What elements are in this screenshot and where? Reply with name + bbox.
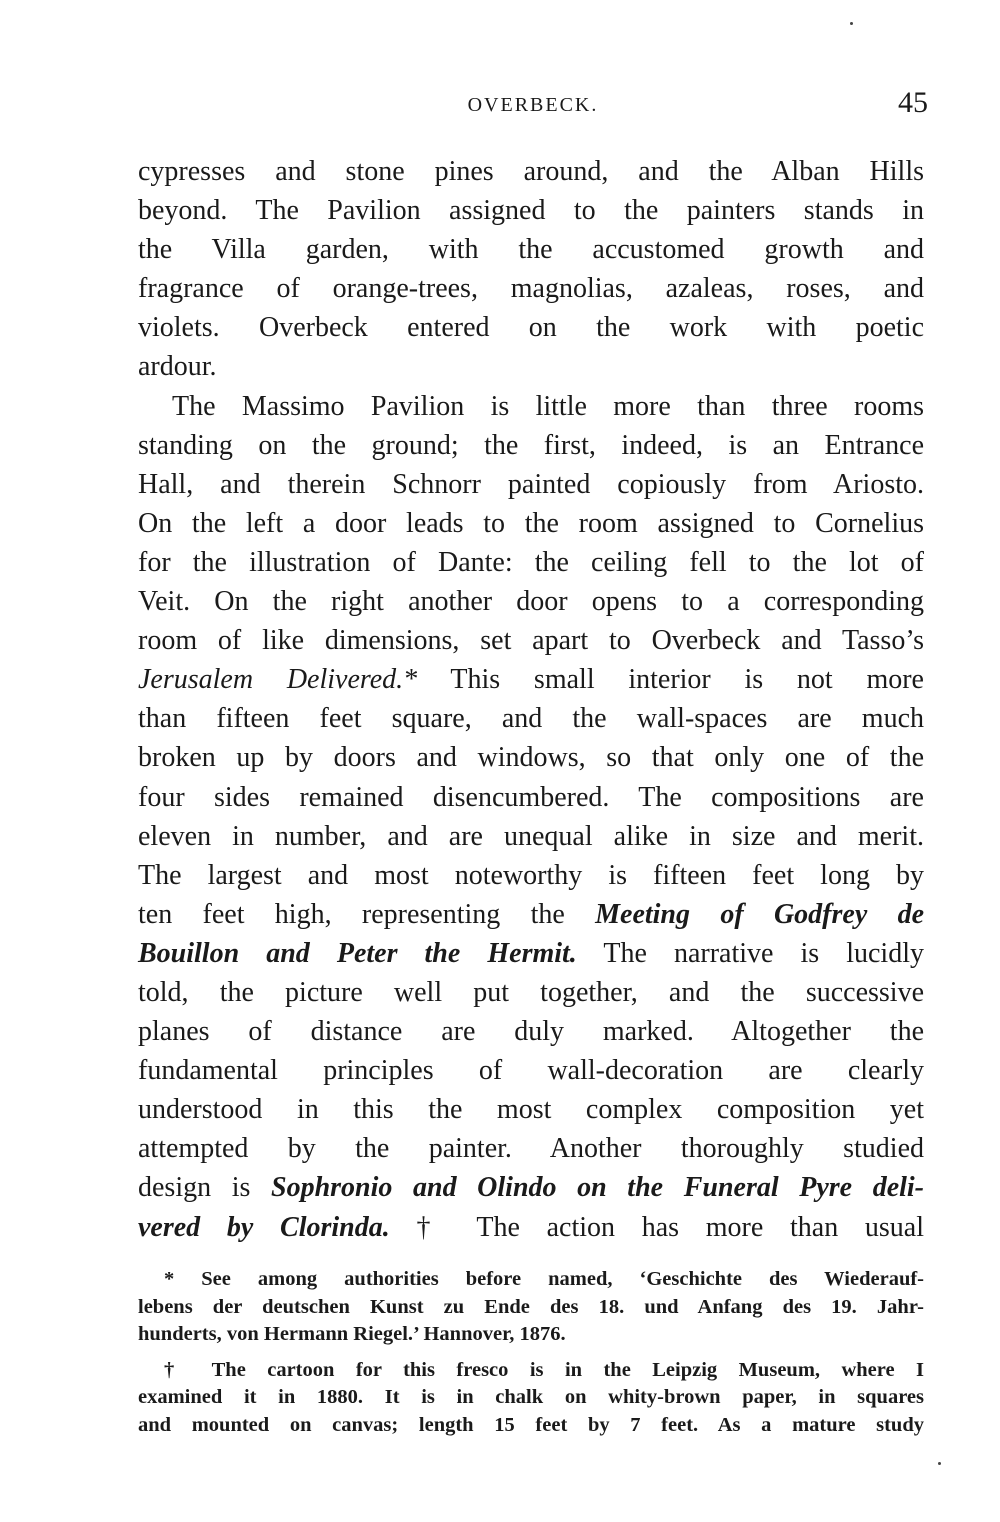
text-segment: Veit. On the right another door opens to a corresponding xyxy=(138,586,924,618)
text-segment: † The action has more than usual xyxy=(389,1211,925,1243)
body-line xyxy=(138,387,924,426)
body-line xyxy=(138,621,924,660)
body-line xyxy=(138,738,924,777)
body-line xyxy=(138,1090,924,1129)
body-line xyxy=(138,308,924,347)
body-line xyxy=(138,973,924,1012)
text-segment: The largest and most noteworthy is fifteen feet long by xyxy=(138,859,924,891)
page-number: 45 xyxy=(898,86,928,119)
body-line xyxy=(138,543,924,582)
italic-title-segment: Sophronio and Olindo on the Funeral Pyre deli- xyxy=(271,1172,924,1204)
body-line xyxy=(138,934,924,973)
text-segment: violets. Overbeck entered on the work with poetic xyxy=(138,312,924,344)
body-line xyxy=(138,426,924,465)
body-line xyxy=(138,230,924,269)
print-speck xyxy=(850,22,853,25)
body-line xyxy=(138,895,924,934)
footnotes xyxy=(138,1266,924,1439)
text-segment: design is xyxy=(138,1172,271,1204)
text-segment: fundamental principles of wall-decoration are clearly xyxy=(138,1055,924,1087)
text-segment: The narrative is lucidly xyxy=(576,937,924,969)
text-segment: ardour. xyxy=(138,351,217,383)
text-segment: On the left a door leads to the room assigned to Cornelius xyxy=(138,507,924,539)
text-segment: planes of distance are duly marked. Altogether the xyxy=(138,1016,924,1048)
body-line xyxy=(138,191,924,230)
footnote-line: hunderts, von Hermann Riegel.’ Hannover, 1876. xyxy=(138,1323,566,1345)
body-line xyxy=(138,152,924,191)
footnote-line: and mounted on canvas; length 15 feet by 7 feet. As a mature study xyxy=(138,1413,924,1436)
text-segment: Hall, and therein Schnorr painted copiously from Ariosto. xyxy=(138,468,924,500)
footnote-line: lebens der deutschen Kunst zu Ende des 18. und Anfang des 19. Jahr- xyxy=(138,1295,924,1318)
body-line xyxy=(138,504,924,543)
text-segment: The Massimo Pavilion is little more than three rooms xyxy=(172,390,924,422)
body-line xyxy=(138,660,924,699)
text-segment: for the illustration of Dante: the ceiling fell to the lot of xyxy=(138,546,924,578)
footnote-line: * See among authorities before named, ‘Geschichte des Wiederauf- xyxy=(164,1268,924,1290)
text-segment: attempted by the painter. Another thoroughly studied xyxy=(138,1133,924,1165)
body-line xyxy=(138,699,924,738)
text-segment: beyond. The Pavilion assigned to the painters stands in xyxy=(138,195,924,227)
text-segment: room of like dimensions, set apart to Overbeck and Tasso’s xyxy=(138,625,924,657)
running-head xyxy=(138,86,928,126)
italic-title-segment: Jerusalem Delivered.* xyxy=(138,664,418,696)
footnote-line: † The cartoon for this fresco is in the Leipzig Museum, where I xyxy=(164,1358,924,1381)
print-speck xyxy=(938,1462,941,1465)
italic-title-segment: vered by Clorinda. xyxy=(138,1211,390,1243)
text-segment: the Villa garden, with the accustomed growth and xyxy=(138,234,924,266)
text-segment: broken up by doors and windows, so that only one of the xyxy=(138,742,924,774)
body-line xyxy=(138,1168,924,1207)
text-segment: ten feet high, representing the xyxy=(138,898,596,930)
body-line xyxy=(138,347,924,386)
body-line xyxy=(138,582,924,621)
body-line xyxy=(138,856,924,895)
text-segment: standing on the ground; the first, indeed, is an Entrance xyxy=(138,429,924,461)
body-line xyxy=(138,269,924,308)
italic-title-segment: Bouillon and Peter the Hermit. xyxy=(138,937,577,969)
footnote-gap xyxy=(138,1349,924,1357)
body-line xyxy=(138,1129,924,1168)
body-line xyxy=(138,1051,924,1090)
body-line xyxy=(138,465,924,504)
italic-title-segment: Meeting of Godfrey de xyxy=(595,898,924,930)
body-line xyxy=(138,1012,924,1051)
footnote-line: examined it in 1880. It is in chalk on whity-brown paper, in squares xyxy=(138,1386,924,1408)
text-segment: understood in this the most complex composition yet xyxy=(138,1094,924,1126)
text-segment: This small interior is not more xyxy=(417,664,924,696)
text-segment: four sides remained disencumbered. The compositions are xyxy=(138,781,924,813)
body-line xyxy=(138,1208,924,1247)
text-segment: cypresses and stone pines around, and the Alban Hills xyxy=(138,156,924,187)
text-segment: than fifteen feet square, and the wall-spaces are much xyxy=(138,703,924,735)
running-title: OVERBECK. xyxy=(467,94,599,116)
body-line xyxy=(138,817,924,856)
body-line xyxy=(138,778,924,817)
text-segment: told, the picture well put together, and the successive xyxy=(138,976,924,1008)
body-text xyxy=(138,152,924,1247)
text-segment: eleven in number, and are unequal alike in size and merit. xyxy=(138,820,924,852)
text-segment: fragrance of orange-trees, magnolias, azaleas, roses, and xyxy=(138,273,924,305)
